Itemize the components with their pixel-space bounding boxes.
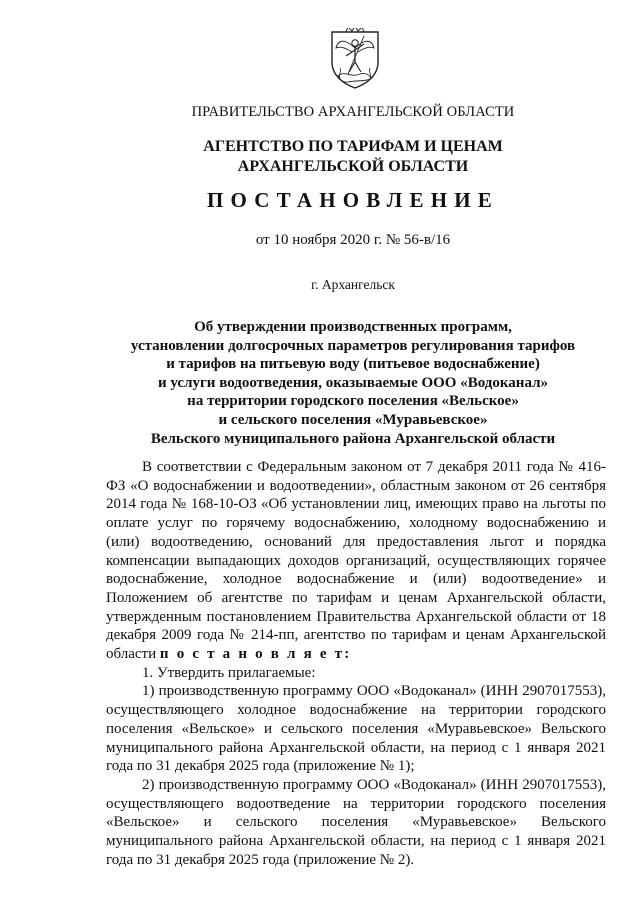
government-name: ПРАВИТЕЛЬСТВО АРХАНГЕЛЬСКОЙ ОБЛАСТИ [191, 104, 515, 120]
item-1: 1. Утвердить прилагаемые: [142, 664, 316, 681]
agency-name-line2: АРХАНГЕЛЬСКОЙ ОБЛАСТИ [237, 158, 469, 175]
agency-name [0, 137, 640, 177]
arkhangelsk-coat-of-arms-icon [326, 28, 384, 90]
agency-name-line1: АГЕНТСТВО ПО ТАРИФАМ И ЦЕНАМ [203, 138, 503, 155]
title-line: Об утверждении производственных программ, [194, 319, 512, 335]
preamble-text: В соответствии с Федеральным законом от 7 декабря 2011 года № 416-ФЗ «О водоснабжении и водоотведении», областным законом от 26 сентября 2014 года № 168-10-ОЗ «Об установлении лиц, имеющих право на льготы по оплате услуг по горячему водоснабжению, холодному водоснабжению и (или) водоотведению, оснований для предоставления льгот и порядка компенсации выпадающих доходов организаций, осуществляющих горячее водоснабжение, холодное водоснабжение и (или) водоотведение» и Положением об агентстве по тарифам и ценам Архангельской области, утвержденным постановлением Правительства Архангельской области от 18 декабря 2009 года № 214-пп, агентство по тарифам и ценам Архангельской области [106, 459, 606, 663]
decree-word: п о с т а н о в л я е т: [159, 646, 352, 663]
item-1-1: 1) производственную программу ООО «Водоканал» (ИНН 2907017553), осуществляющего холодное водоснабжение на территории городского поселения «Вельское» и сельского поселения «Муравьевское» Вельского муниципального района Архангельской области, на период с 1 января 2021 года по 31 декабря 2025 года (приложение № 1); [106, 683, 606, 775]
title-line: Вельского муниципального района Архангельской области [150, 430, 556, 447]
document-title [0, 318, 640, 448]
document-body [106, 458, 606, 869]
document-date-number: от 10 ноября 2020 г. № 56-в/16 [255, 232, 451, 248]
title-line: установлении долгосрочных параметров регулирования тарифов [130, 337, 576, 354]
title-line: и услуги водоотведения, оказываемые ООО «Водоканал» [157, 374, 548, 391]
preamble-paragraph [106, 458, 606, 664]
title-line: и сельского поселения «Муравьевское» [218, 411, 488, 428]
document-type: ПОСТАНОВЛЕНИЕ [206, 188, 500, 212]
item-1-2: 2) производственную программу ООО «Водоканал» (ИНН 2907017553), осуществляющего водоотведение на территории городского поселения «Вельское» и сельского поселения «Муравьевское» Вельского муниципального района Архангельской области, на период с 1 января 2021 года по 31 декабря 2025 года (приложение № 2). [106, 776, 606, 868]
title-line: на территории городского поселения «Вельское» [187, 393, 519, 410]
title-line: и тарифов на питьевую воду (питьевое водоснабжение) [166, 356, 540, 373]
document-city: г. Архангельск [311, 277, 395, 292]
